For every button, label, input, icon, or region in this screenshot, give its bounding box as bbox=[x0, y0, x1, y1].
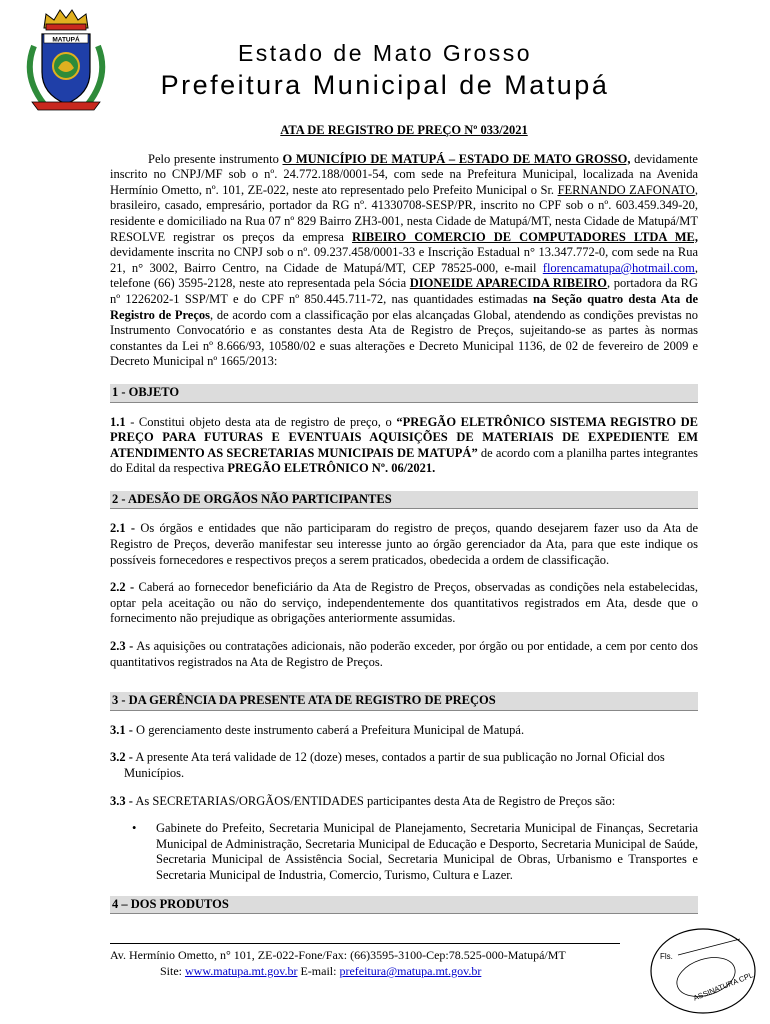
footer-email-link[interactable]: prefeitura@matupa.mt.gov.br bbox=[339, 964, 482, 978]
clause-3-1 bbox=[110, 723, 698, 739]
clause-1-1 bbox=[110, 415, 698, 477]
crest-banner-text: MATUPÁ bbox=[52, 36, 80, 44]
intro-bold-text: na Seção quatro desta Ata de Registro de Preços bbox=[110, 291, 698, 322]
clause-text: As aquisições ou contratações adicionais, não poderão exceder, por órgão ou por entidade, a cem por cento dos quantitativos registrados na Ata de Registro de Preços. bbox=[110, 639, 698, 669]
footer-contacts bbox=[160, 964, 481, 979]
company-email-link[interactable]: florencamatupa@hotmail.com bbox=[542, 260, 695, 275]
crown-icon bbox=[44, 10, 88, 30]
document-title: ATA DE REGISTRO DE PREÇO Nº 033/2021 bbox=[280, 123, 528, 137]
footer-divider bbox=[110, 943, 620, 944]
intro-party-municipality: O MUNICÍPIO DE MATUPÁ – ESTADO DE MATO GROSSO, bbox=[282, 151, 631, 166]
intro-text: , telefone (66) 3595-2128, neste ato representada pela Sócia bbox=[110, 260, 698, 291]
clause-bold-text: “PREGÃO ELETRÔNICO SISTEMA REGISTRO DE PREÇO PARA FUTURAS E EVENTUAIS AQUISIÇÕES DE MATERIAIS DE EXPEDIENTE EM ATENDIMENTO AS SECRETARIAS MUNICIPAIS DE MATUPÁ” bbox=[110, 414, 698, 460]
intro-text: , portadora da RG nº 1226202-1 SSP/MT e do CPF nº 850.445.711-72, nas quantidades estimadas bbox=[110, 276, 698, 306]
clause-number: 2.2 - bbox=[110, 580, 135, 595]
intro-text: , de acordo com a classificação por elas alcançadas Global, atendendo as condições previstas no Instrumento Convocatório e as constantes desta Ata de Registro de Preços, sujeitando-se as partes às normas constantes da Lei nº 8.666/93, 10580/02 e suas alterações e Decreto Municipal 1136, de 02 de fevereiro de 2009 e Decreto Municipal nº 1665/2013: bbox=[110, 307, 698, 369]
participants-text: Gabinete do Prefeito, Secretaria Municipal de Planejamento, Secretaria Municipal de Finanças, Secretaria Municipal de Administração, Secretaria Municipal de Educação e Desporto, Secretaria Municipal de Saúde, Secretaria Municipal de Assistência Social, Secretaria Municipal de Obras, Urbanismo e Transportes e Secretaria Municipal de Industria, Comercio, Turismo, Cultura e Lazer. bbox=[156, 821, 698, 882]
signature-stamp-icon bbox=[648, 925, 758, 1017]
clause-number: 1.1 bbox=[110, 414, 126, 429]
clause-bold-text: PREGÃO ELETRÔNICO Nº. 06/2021. bbox=[227, 461, 436, 476]
clause-number: 2.3 - bbox=[110, 639, 134, 654]
section-heading-3: 3 - DA GERÊNCIA DA PRESENTE ATA DE REGISTRO DE PREÇOS bbox=[110, 692, 698, 711]
email-label: E-mail: bbox=[297, 964, 340, 978]
company-name: RIBEIRO COMERCIO DE COMPUTADORES LTDA ME, bbox=[352, 229, 698, 244]
participants-list-item bbox=[110, 821, 698, 883]
mayor-name: FERNANDO ZAFONATO bbox=[557, 182, 695, 197]
state-heading: Estado de Mato Grosso bbox=[237, 40, 533, 66]
footer-address: Av. Hermínio Ometto, n° 101, ZE-022-Fone/Fax: (66)3595-3100-Cep:78.525-000-Matupá/MT bbox=[110, 948, 566, 962]
clause-2-3 bbox=[110, 639, 698, 670]
clause-number: 3.1 - bbox=[110, 722, 133, 737]
crest-ribbon-icon bbox=[32, 102, 100, 110]
clause-text: Os órgãos e entidades que não participaram do registro de preços, quando desejarem fazer uso da Ata de Registro de Preços, deverão manifestar seu interesse junto ao órgão gerenciador da Ata, para que este indique os possíveis fornecedores e respectivos preços a serem praticados, obedecida a ordem de classificação. bbox=[110, 521, 698, 567]
site-label: Site: bbox=[160, 964, 186, 978]
intro-text: Pelo presente instrumento bbox=[148, 151, 283, 166]
clause-2-1 bbox=[110, 521, 698, 568]
intro-text: , brasileiro, casado, empresário, portador da RG nº. 41330708-SESP/PR, inscrito no CPF sob o nº. 603.459.349-20, residente e domiciliado na Rua 07 nº 829 Bairro ZH3-001, nesta Cidade de Matupá/MT, nesta Cidade de Matupá/MT RESOLVE registrar os preços da empresa bbox=[110, 182, 698, 244]
site-link[interactable]: www.matupa.mt.gov.br bbox=[185, 964, 298, 978]
municipality-heading: Prefeitura Municipal de Matupá bbox=[160, 70, 610, 100]
clause-text: A presente Ata terá validade de 12 (doze) meses bbox=[132, 750, 376, 765]
clause-3-3 bbox=[110, 794, 698, 810]
partner-name: DIONEIDE APARECIDA RIBEIRO bbox=[409, 276, 608, 291]
document-body bbox=[110, 123, 698, 926]
section-heading-4: 4 – DOS PRODUTOS bbox=[110, 896, 698, 915]
clause-2-2 bbox=[110, 580, 698, 627]
stamp-bottom-text: ASSINATURA CPL bbox=[692, 970, 755, 1003]
intro-text: devidamente inscrito no CNPJ/MF sob o nº. 24.772.188/0001-54, com sede na Prefeitura Municipal, localizada na Avenida Hermínio Ometto, nº. 101, ZE-022, neste ato representado pelo Prefeito Municipal o Sr. bbox=[110, 151, 698, 197]
clause-number: 3.3 - bbox=[110, 793, 133, 808]
section-heading-2: 2 - ADESÃO DE ORGÃOS NÃO PARTICIPANTES bbox=[110, 491, 698, 510]
clause-text: O gerenciamento deste instrumento caberá a Prefeitura Municipal de Matupá. bbox=[132, 722, 525, 737]
clause-3-2 bbox=[110, 750, 698, 781]
intro-text: devidamente inscrita no CNPJ sob o nº. 09.237.458/0001-33 e Inscrição Estadual n° 13.347.772-0, com sede na Rua 21, n° 3002, Bairro Centro, na Cidade de Matupá/MT, CEP 78525-000, e-mail bbox=[110, 245, 698, 275]
clause-text: , contados a partir de sua publicação no Jornal Oficial dos Municípios. bbox=[124, 750, 665, 780]
signature-line-icon bbox=[678, 939, 740, 955]
bullet-icon: • bbox=[132, 821, 137, 836]
stamp-top-text: Fls. bbox=[660, 952, 673, 961]
clause-text: de acordo com a planilha partes integrantes do Edital da respectiva bbox=[110, 445, 699, 476]
clause-text: As SECRETARIAS/ORGÃOS/ENTIDADES participantes desta Ata de Registro de Preços são: bbox=[132, 793, 616, 808]
clause-number: 2.1 - bbox=[110, 521, 136, 536]
section-heading-1: 1 - OBJETO bbox=[110, 384, 698, 403]
clause-text: - Constitui objeto desta ata de registro de preço, o bbox=[125, 414, 397, 429]
clause-number: 3.2 - bbox=[110, 750, 133, 765]
intro-paragraph bbox=[110, 152, 698, 370]
clause-text: Caberá ao fornecedor beneficiário da Ata de Registro de Preços, observadas as condições nela estabelecidas, optar pela aceitação ou não do serviço, independentemente dos quantitativos registrados em Ata, desde que o fornecimento não prejudique as obrigações anteriormente assumidas. bbox=[110, 580, 698, 626]
